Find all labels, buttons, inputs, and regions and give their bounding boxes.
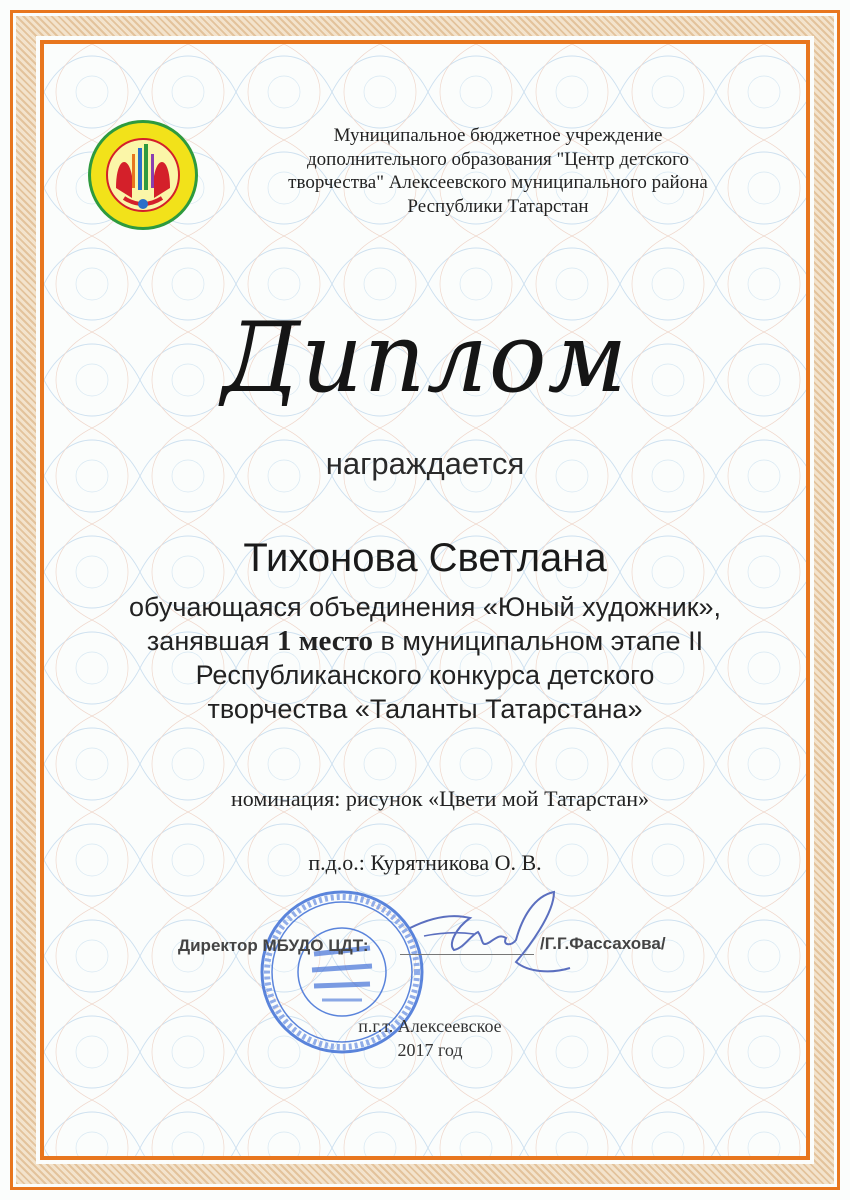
- org-line-3: творчества" Алексеевского муниципального района: [288, 172, 708, 193]
- diploma-title: Диплом: [221, 302, 629, 414]
- organization-logo: [86, 118, 200, 232]
- awarded-caption: награждается: [325, 446, 525, 481]
- description-line-2: [60, 624, 790, 658]
- description-line-1: обучающаяся объединения «Юный художник»,: [128, 592, 722, 622]
- award-description: [60, 590, 790, 726]
- recipient-name: Тихонова Светлана: [243, 536, 607, 580]
- organization-name: [228, 124, 768, 218]
- org-line-1: Муниципальное бюджетное учреждение: [333, 125, 663, 146]
- description-line-2-end: в муниципальном этапе II: [372, 626, 704, 656]
- issue-year: 2017 год: [397, 1040, 463, 1060]
- director-name: /Г.Г.Фассахова/: [540, 934, 666, 953]
- city-name: п.г.т. Алексеевское: [358, 1016, 502, 1036]
- description-line-3: Республиканского конкурса детского: [195, 660, 655, 690]
- org-line-4: Республики Татарстан: [407, 195, 589, 217]
- description-line-2-start: занявшая: [146, 626, 277, 656]
- description-line-4: творчества «Таланты Татарстана»: [207, 694, 643, 724]
- director-label: Директор МБУДО ЦДТ:: [178, 936, 369, 955]
- place-highlight: 1 место: [277, 625, 373, 657]
- nomination-text: номинация: рисунок «Цвети мой Татарстан»: [231, 786, 649, 811]
- org-line-2: дополнительного образования "Центр детского: [306, 148, 689, 170]
- teacher-name: п.д.о.: Курятникова О. В.: [308, 850, 542, 875]
